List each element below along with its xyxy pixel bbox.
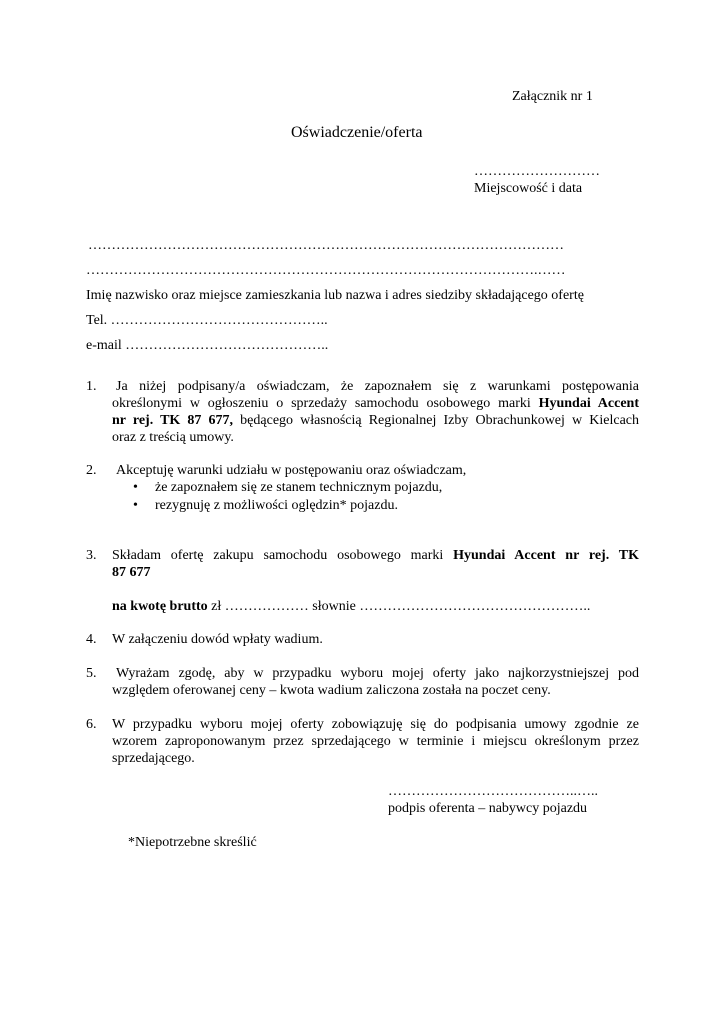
item-6-line-1: W przypadku wyboru mojej oferty zobowiązuję się do podpisania umowy zgodnie ze xyxy=(112,717,639,732)
bullet-icon: • xyxy=(133,480,138,495)
attachment-label: Załącznik nr 1 xyxy=(512,89,593,104)
signature-dots: …………………………………..….. xyxy=(388,784,598,799)
item-3-price-line: na kwotę brutto zł ……………… słownie ………………………………………….. xyxy=(112,599,591,614)
item-5-line-1: Wyrażam zgodę, aby w przypadku wyboru mojej oferty jako najkorzystniejszej pod xyxy=(116,666,639,681)
identity-line-2: …………………………………………………………………………………….…… xyxy=(86,263,566,278)
item-2-bullet-1: że zapoznałem się ze stanem technicznym pojazdu, xyxy=(155,480,443,495)
document-title: Oświadczenie/oferta xyxy=(291,124,423,141)
item-4-number: 4. xyxy=(86,632,97,647)
date-placeholder-dots: ……………………… xyxy=(474,164,600,179)
item-1-number: 1. xyxy=(86,379,97,394)
item-2-line-1: Akceptuję warunki udziału w postępowaniu oraz oświadczam, xyxy=(116,463,467,478)
signature-label: podpis oferenta – nabywcy pojazdu xyxy=(388,801,588,816)
identity-line-1: ………………………………………………………………………………………… xyxy=(88,238,564,253)
item-3-number: 3. xyxy=(86,548,97,563)
item-1-line-4: oraz z treścią umowy. xyxy=(112,430,234,445)
item-5-number: 5. xyxy=(86,666,97,681)
identity-label: Imię nazwisko oraz miejsce zamieszkania lub nazwa i adres siedziby składającego ofertę xyxy=(86,288,584,303)
tel-line: Tel. ……………………………………….. xyxy=(86,313,328,328)
item-1-line-2: określonymi w ogłoszeniu o sprzedaży samochodu osobowego marki Hyundai Accent xyxy=(112,396,639,411)
item-6-line-2: wzorem zaproponowanym przez sprzedającego w terminie i miejscu określonym przez xyxy=(112,734,639,749)
item-6-number: 6. xyxy=(86,717,97,732)
item-1-line-1: Ja niżej podpisany/a oświadczam, że zapoznałem się z warunkami postępowania xyxy=(116,379,639,394)
item-3-line-1: Składam ofertę zakupu samochodu osobowego marki Hyundai Accent nr rej. TK xyxy=(112,548,639,563)
item-4-text: W załączeniu dowód wpłaty wadium. xyxy=(112,632,323,647)
date-label: Miejscowość i data xyxy=(474,181,583,196)
bullet-icon: • xyxy=(133,498,138,513)
item-1-line-3: nr rej. TK 87 677, będącego własnością Regionalnej Izby Obrachunkowej w Kielcach xyxy=(112,413,640,428)
email-line: e-mail …………………………………….. xyxy=(86,338,329,353)
footnote: *Niepotrzebne skreślić xyxy=(128,835,257,850)
item-3-line-2: 87 677 xyxy=(112,565,151,580)
item-2-number: 2. xyxy=(86,463,97,478)
item-5-line-2: względem oferowanej ceny – kwota wadium zaliczona została na poczet ceny. xyxy=(112,683,551,698)
item-6-line-3: sprzedającego. xyxy=(112,751,195,766)
item-2-bullet-2: rezygnuję z możliwości oględzin* pojazdu. xyxy=(155,498,398,513)
